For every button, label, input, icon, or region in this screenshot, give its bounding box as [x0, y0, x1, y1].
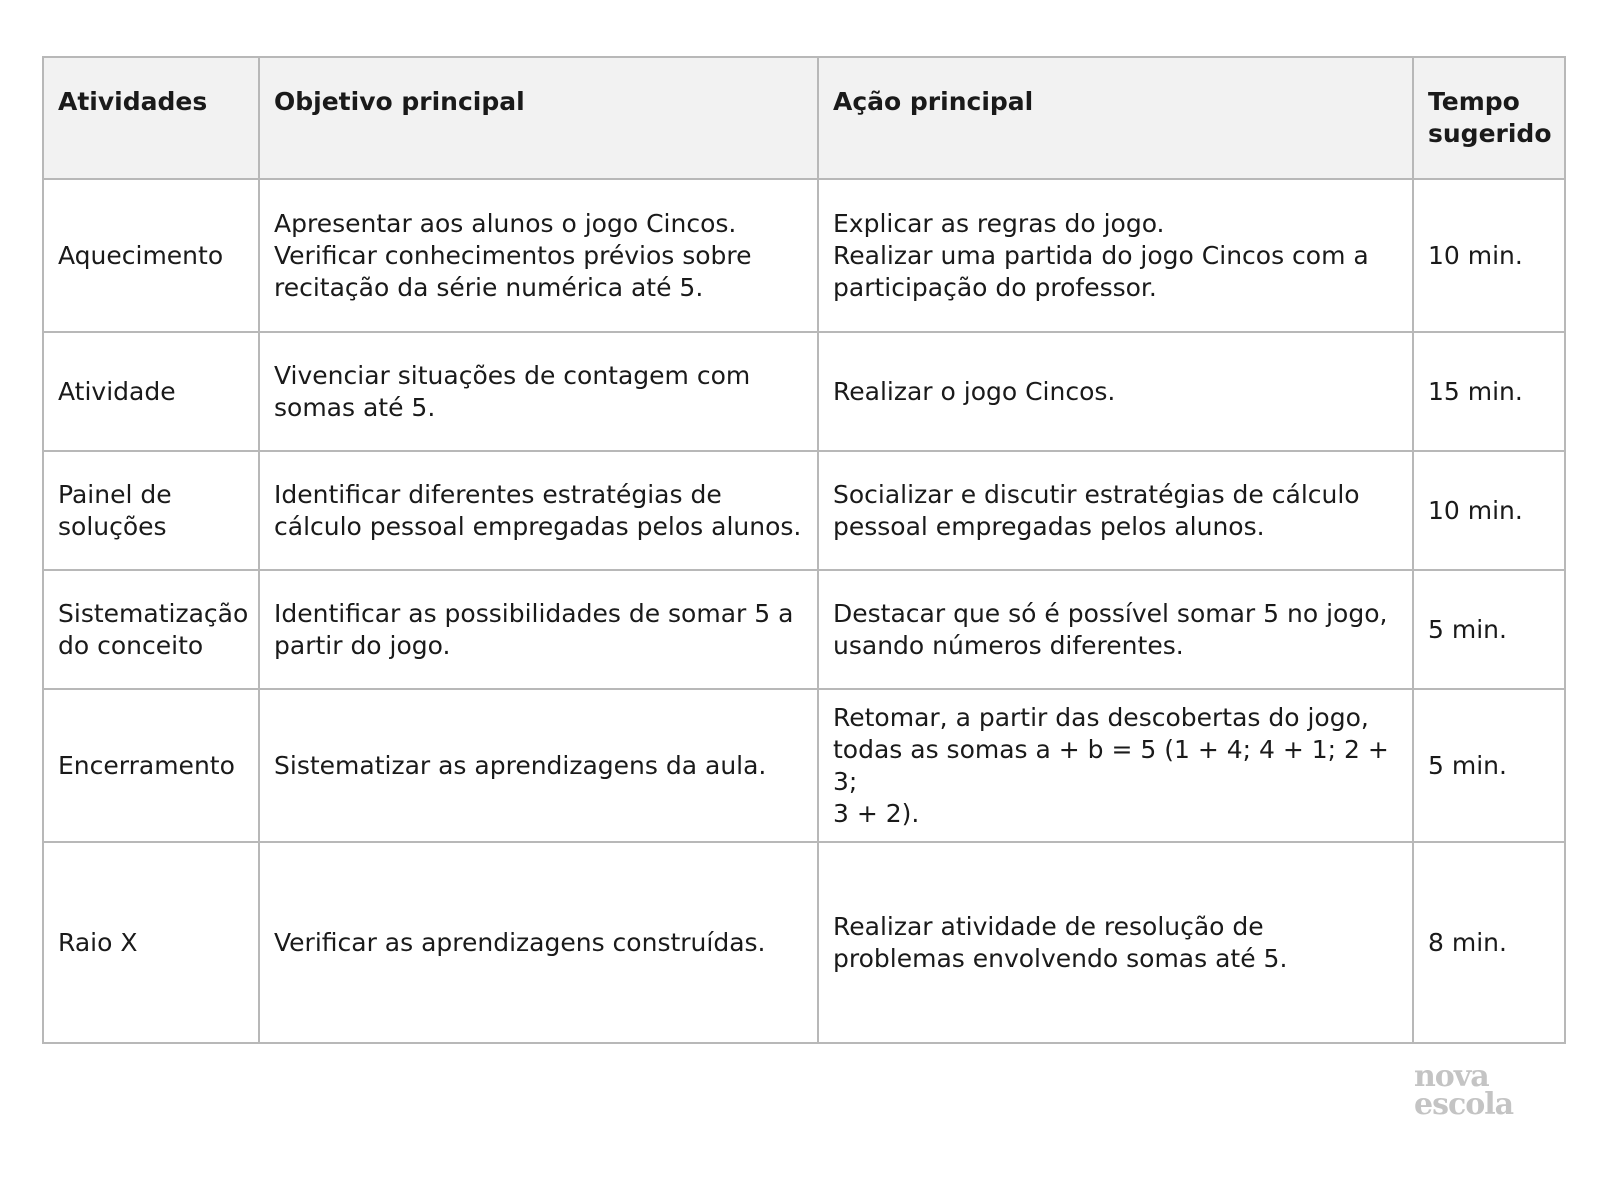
header-acao-principal: Ação principal	[818, 57, 1413, 179]
cell-tempo: 5 min.	[1413, 570, 1565, 689]
header-objetivo-principal: Objetivo principal	[259, 57, 818, 179]
cell-tempo: 15 min.	[1413, 332, 1565, 451]
cell-tempo: 8 min.	[1413, 842, 1565, 1043]
cell-objetivo: Identificar diferentes estratégias de cálculo pessoal empregadas pelos alunos.	[259, 451, 818, 570]
cell-atividade: Aquecimento	[43, 179, 259, 332]
header-atividades: Atividades	[43, 57, 259, 179]
header-tempo-sugerido: Tempo sugerido	[1413, 57, 1565, 179]
cell-tempo: 5 min.	[1413, 689, 1565, 842]
table-row	[43, 179, 1565, 332]
logo-line-1: nova	[1414, 1059, 1489, 1094]
cell-acao: Destacar que só é possível somar 5 no jogo, usando números diferentes.	[818, 570, 1413, 689]
cell-acao: Retomar, a partir das descobertas do jogo, todas as somas a + b = 5 (1 + 4; 4 + 1; 2 + 3; 3 + 2).	[818, 689, 1413, 842]
cell-atividade: Sistematização do conceito	[43, 570, 259, 689]
lesson-plan-table	[42, 56, 1566, 1044]
table-row	[43, 451, 1565, 570]
cell-objetivo: Apresentar aos alunos o jogo Cincos. Verificar conhecimentos prévios sobre recitação da série numérica até 5.	[259, 179, 818, 332]
nova-escola-logo	[1414, 1059, 1534, 1122]
table-row	[43, 842, 1565, 1043]
cell-tempo: 10 min.	[1413, 179, 1565, 332]
cell-tempo: 10 min.	[1413, 451, 1565, 570]
cell-atividade: Painel de soluções	[43, 451, 259, 570]
table-header-row	[43, 57, 1565, 179]
table-row	[43, 332, 1565, 451]
table-row	[43, 570, 1565, 689]
cell-objetivo: Verificar as aprendizagens construídas.	[259, 842, 818, 1043]
table-row	[43, 689, 1565, 842]
cell-objetivo: Identificar as possibilidades de somar 5 a partir do jogo.	[259, 570, 818, 689]
cell-atividade: Atividade	[43, 332, 259, 451]
cell-atividade: Encerramento	[43, 689, 259, 842]
cell-acao: Explicar as regras do jogo. Realizar uma partida do jogo Cincos com a participação do professor.	[818, 179, 1413, 332]
cell-objetivo: Vivenciar situações de contagem com somas até 5.	[259, 332, 818, 451]
logo-line-2: escola	[1414, 1087, 1514, 1122]
cell-acao: Socializar e discutir estratégias de cálculo pessoal empregadas pelos alunos.	[818, 451, 1413, 570]
cell-acao: Realizar o jogo Cincos.	[818, 332, 1413, 451]
cell-objetivo: Sistematizar as aprendizagens da aula.	[259, 689, 818, 842]
cell-atividade: Raio X	[43, 842, 259, 1043]
cell-acao: Realizar atividade de resolução de problemas envolvendo somas até 5.	[818, 842, 1413, 1043]
